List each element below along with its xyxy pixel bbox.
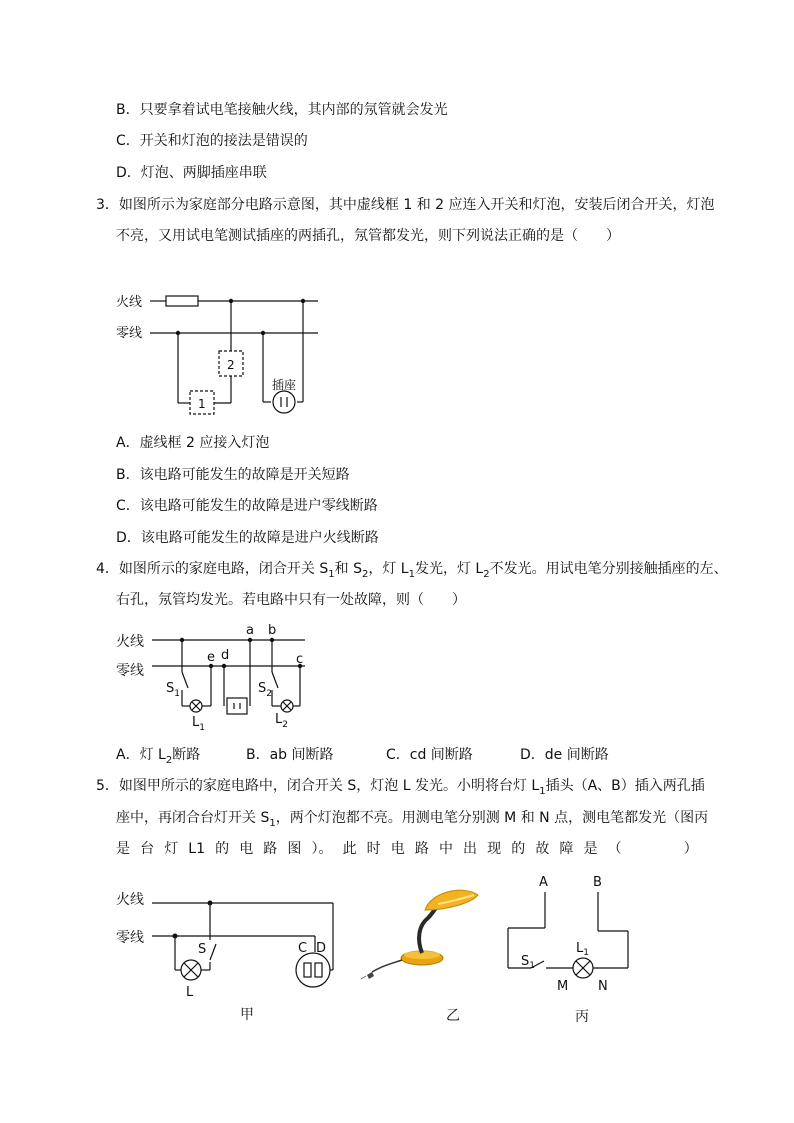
q4-live-wire-label: 火线 <box>116 634 144 650</box>
q4-label-l2: $L_2$ <box>275 712 288 730</box>
q5-circuit-jia <box>116 891 333 1023</box>
q4-option-d: D．de 间断路 <box>520 747 609 763</box>
q5-stem-line1: 5．如图甲所示的家庭电路中，闭合开关 S，灯泡 L 发光。小明将台灯 $L_1$插头（A、B）插入两孔插 <box>96 778 705 797</box>
q4-point-c: c <box>296 652 304 667</box>
q5-jia-switch-s <box>210 944 216 960</box>
q5-jia-label-d: D <box>316 941 327 956</box>
prev-option-c: C．开关和灯泡的接法是错误的 <box>116 133 308 149</box>
q4-point-b: b <box>268 623 277 638</box>
q5-stem-line2: 座中，再闭合台灯开关 $S_1$，两个灯泡都不亮。用测电笔分别测 M 和 N 点，测电笔都发光（图丙 <box>116 810 709 829</box>
q4-option-a: A．灯 $L_2$断路 <box>116 747 201 766</box>
q5-jia-neutral-wire-label: 零线 <box>116 930 144 946</box>
q5-bing-label-s1: $S_1$ <box>521 954 535 971</box>
q4-point-a: a <box>246 623 254 638</box>
prev-option-b: B．只要拿着试电笔接触火线，其内部的氖管就会发光 <box>116 102 448 118</box>
q5-circuit-bing <box>508 875 628 1025</box>
q4-point-d: d <box>221 648 230 663</box>
q4-point-e: e <box>207 650 215 665</box>
q4-option-c: C．cd 间断路 <box>386 747 473 763</box>
q5-desk-lamp-image <box>361 890 478 1024</box>
q4-neutral-wire-label: 零线 <box>116 663 144 679</box>
q5-jia-label-l: L <box>186 985 194 1000</box>
q4-label-s2: $S_2$ <box>258 681 272 699</box>
q3-box-1-label: 1 <box>198 397 206 411</box>
q5-bing-caption: 丙 <box>575 1009 589 1025</box>
q5-yi-caption: 乙 <box>446 1008 460 1024</box>
q3-option-c: C．该电路可能发生的故障是进户零线断路 <box>116 498 378 514</box>
q3-option-d: D．该电路可能发生的故障是进户火线断路 <box>116 530 379 546</box>
q4-label-l1: $L_1$ <box>192 715 205 733</box>
q5-bing-label-m: M <box>557 979 569 994</box>
q5-jia-socket <box>296 953 330 987</box>
q3-option-a: A．虚线框 2 应接入灯泡 <box>116 435 270 451</box>
q5-stem-line3: 是 台 灯 L1 的 电 路 图 ）。 此 时 电 路 中 出 现 的 故 障 是 （ ） <box>116 841 698 857</box>
q5-jia-live-wire-label: 火线 <box>116 892 144 908</box>
prev-option-d: D．灯泡、两脚插座串联 <box>116 165 267 181</box>
q5-bing-label-b: B <box>593 875 602 890</box>
q5-bing-label-n: N <box>598 979 608 994</box>
q4-option-b: B．ab 间断路 <box>246 747 334 763</box>
q3-neutral-wire-label: 零线 <box>116 326 143 341</box>
q4-stem-line2: 右孔，氖管均发光。若电路中只有一处故障，则（ ） <box>116 592 466 608</box>
q5-jia-label-s: S <box>198 942 207 957</box>
q4-stem-line1: 4．如图所示的家庭电路，闭合开关 $S_1$和 $S_2$，灯 $L_1$发光，灯 $L_2$不发光。用试电笔分别接触插座的左、 <box>96 561 728 580</box>
q3-option-b: B．该电路可能发生的故障是开关短路 <box>116 467 350 483</box>
q3-box-2-label: 2 <box>227 358 235 372</box>
q5-bing-label-l1: $L_1$ <box>576 941 589 958</box>
q3-live-wire-label: 火线 <box>116 295 143 310</box>
q5-bing-label-a: A <box>539 875 548 890</box>
q3-stem-line2: 不亮，又用试电笔测试插座的两插孔，氖管都发光，则下列说法正确的是（ ） <box>116 228 620 244</box>
q5-jia-label-c: C <box>298 941 308 956</box>
q4-label-s1: $S_1$ <box>166 681 180 699</box>
q5-jia-caption: 甲 <box>240 1007 254 1023</box>
q3-socket-label: 插座 <box>272 378 297 392</box>
q3-stem-line1: 3．如图所示为家庭部分电路示意图，其中虚线框 1 和 2 应连入开关和灯泡，安装后闭合开关，灯泡 <box>96 197 715 213</box>
